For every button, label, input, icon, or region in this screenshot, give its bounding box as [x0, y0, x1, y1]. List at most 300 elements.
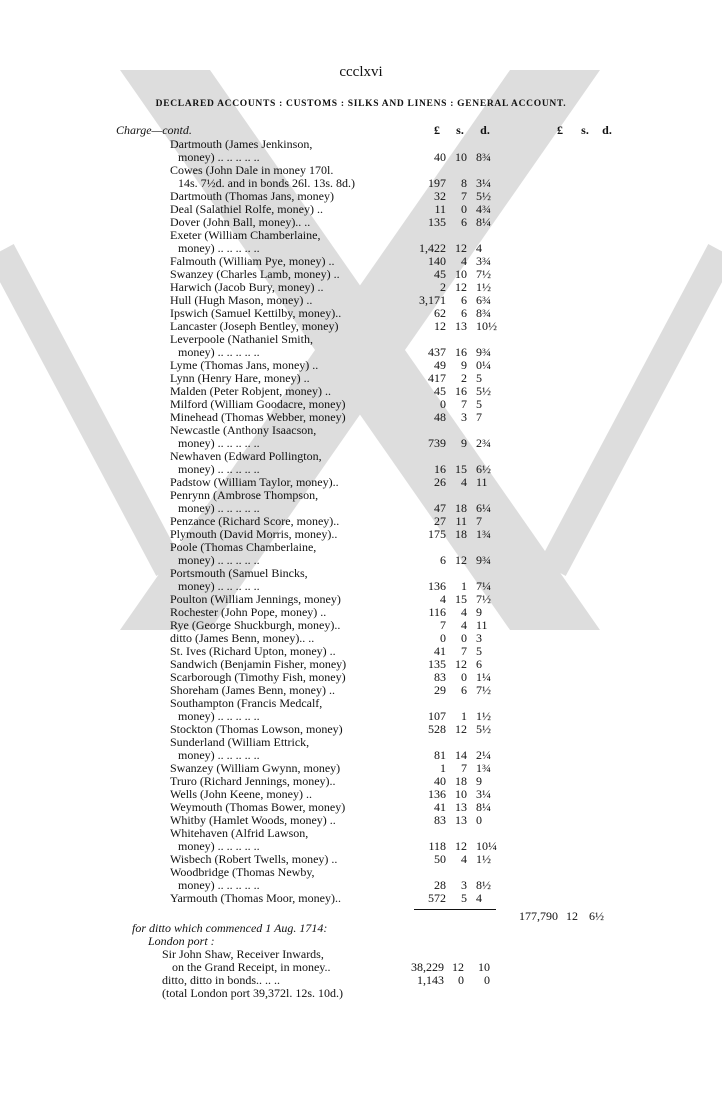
table-row	[0, 190, 722, 203]
entry-pounds: 0	[440, 631, 446, 645]
entry-shillings: 12	[455, 280, 467, 294]
entry-line	[0, 580, 722, 593]
entry-line	[0, 671, 722, 684]
entry-shillings: 13	[455, 319, 467, 333]
entry-label: Lynn (Henry Hare, money) ..	[170, 371, 310, 385]
london-shillings: 0	[458, 973, 464, 987]
table-row	[0, 268, 722, 281]
table-row	[0, 671, 722, 684]
table-row	[0, 697, 722, 723]
entry-label: Stockton (Thomas Lowson, money)	[170, 722, 343, 736]
sum-rule	[414, 909, 496, 910]
entry-line	[0, 489, 722, 502]
entry-line	[0, 307, 722, 320]
entry-label: Swanzey (William Gwynn, money)	[170, 761, 341, 775]
table-row	[0, 320, 722, 333]
table-row	[0, 294, 722, 307]
entry-label: Falmouth (William Pye, money) ..	[170, 254, 335, 268]
entry-label: Wells (John Keene, money) ..	[170, 787, 312, 801]
entry-pence: 7¼	[476, 579, 491, 593]
entry-pence: 7	[476, 410, 482, 424]
london-pounds: 38,229	[411, 960, 444, 974]
entry-line	[0, 801, 722, 814]
entry-shillings: 13	[455, 800, 467, 814]
entry-shillings: 0	[461, 202, 467, 216]
entry-shillings: 3	[461, 410, 467, 424]
entry-label: Newcastle (Anthony Isaacson,	[170, 423, 317, 437]
entry-pounds: 16	[434, 462, 446, 476]
entry-label: Swanzey (Charles Lamb, money) ..	[170, 267, 340, 281]
entry-pounds: 135	[428, 215, 446, 229]
entry-pence: 11	[476, 475, 488, 489]
pence-header: d.	[480, 123, 490, 137]
entry-label: Southampton (Francis Medcalf,	[170, 696, 323, 710]
entry-pence: 6¾	[476, 293, 491, 307]
entry-pounds: 48	[434, 410, 446, 424]
entry-pounds: 12	[434, 319, 446, 333]
entry-label: ditto (James Benn, money).. ..	[170, 631, 315, 645]
table-row	[0, 138, 722, 164]
entry-pounds: 136	[428, 579, 446, 593]
table-row	[0, 372, 722, 385]
entry-shillings: 3	[461, 878, 467, 892]
entry-shillings: 14	[455, 748, 467, 762]
entry-shillings: 10	[455, 787, 467, 801]
entry-pence: 8¼	[476, 800, 491, 814]
entry-pounds: 81	[434, 748, 446, 762]
later-section	[0, 922, 722, 1000]
entry-label-cont: money) .. .. .. .. ..	[178, 709, 260, 723]
entry-label: Exeter (William Chamberlaine,	[170, 228, 321, 242]
entry-label: Leverpoole (Nathaniel Smith,	[170, 332, 313, 346]
entry-label: Plymouth (David Morris, money)..	[170, 527, 338, 541]
entry-line	[0, 775, 722, 788]
entry-shillings: 13	[455, 813, 467, 827]
table-row	[0, 489, 722, 515]
entry-label-cont: money) .. .. .. .. ..	[178, 436, 260, 450]
entry-pounds: 197	[428, 176, 446, 190]
entry-line	[0, 203, 722, 216]
london-line-label: on the Grand Receipt, in money..	[172, 960, 331, 974]
entry-pounds: 11	[434, 202, 446, 216]
entry-shillings: 4	[461, 852, 467, 866]
entry-label: Yarmouth (Thomas Moor, money)..	[170, 891, 341, 905]
london-pence: 0	[484, 973, 490, 987]
entry-shillings: 18	[455, 501, 467, 515]
entry-line	[0, 450, 722, 463]
table-row	[0, 216, 722, 229]
table-row	[0, 632, 722, 645]
entry-label: Rochester (John Pope, money) ..	[170, 605, 327, 619]
entry-line	[0, 710, 722, 723]
entry-pounds: 28	[434, 878, 446, 892]
entry-shillings: 4	[461, 254, 467, 268]
entry-line	[0, 567, 722, 580]
entry-line	[0, 255, 722, 268]
entry-pence: 6¼	[476, 501, 491, 515]
entry-shillings: 6	[461, 306, 467, 320]
outport-total-shillings: 12	[566, 909, 578, 923]
entry-pence: 7	[476, 514, 482, 528]
entry-label: Sandwich (Benjamin Fisher, money)	[170, 657, 347, 671]
entry-pence: 4	[476, 241, 482, 255]
entry-line	[0, 476, 722, 489]
page-number: ccclxvi	[339, 64, 383, 80]
entry-label: Cowes (John Dale in money 170l.	[170, 163, 334, 177]
entry-pounds: 29	[434, 683, 446, 697]
shillings-header: s.	[456, 123, 464, 137]
entry-label: Harwich (Jacob Bury, money) ..	[170, 280, 324, 294]
entry-pence: 7½	[476, 267, 491, 281]
entry-line	[0, 359, 722, 372]
entry-pence: 0¼	[476, 358, 491, 372]
entry-pounds: 136	[428, 787, 446, 801]
entry-label: Poulton (William Jennings, money)	[170, 592, 341, 606]
entry-line	[0, 294, 722, 307]
entry-line	[0, 333, 722, 346]
entry-line	[0, 736, 722, 749]
entry-shillings: 18	[455, 774, 467, 788]
table-row	[0, 398, 722, 411]
entry-pence: 5	[476, 371, 482, 385]
total-pounds-header: £	[557, 123, 563, 137]
entry-pounds: 739	[428, 436, 446, 450]
entry-line	[0, 658, 722, 671]
entry-shillings: 11	[455, 514, 467, 528]
entry-shillings: 4	[461, 475, 467, 489]
entry-label: Whitby (Hamlet Woods, money) ..	[170, 813, 336, 827]
entry-pence: 5	[476, 397, 482, 411]
entry-shillings: 7	[461, 397, 467, 411]
entry-label: Ipswich (Samuel Kettilby, money)..	[170, 306, 342, 320]
table-row	[0, 606, 722, 619]
entry-line	[0, 853, 722, 866]
entry-pence: 5½	[476, 189, 491, 203]
entry-pounds: 175	[428, 527, 446, 541]
table-row	[0, 164, 722, 190]
entry-pence: 5½	[476, 722, 491, 736]
entry-line	[0, 385, 722, 398]
entry-label-cont: money) .. .. .. .. ..	[178, 553, 260, 567]
entry-label-cont: money) .. .. .. .. ..	[178, 241, 260, 255]
entry-line	[0, 593, 722, 606]
entry-pounds: 6	[440, 553, 446, 567]
entry-label: Shoreham (James Benn, money) ..	[170, 683, 335, 697]
entry-shillings: 7	[461, 761, 467, 775]
entry-pence: 1½	[476, 852, 491, 866]
entry-line	[0, 463, 722, 476]
london-line-label: Sir John Shaw, Receiver Inwards,	[162, 947, 324, 961]
entry-pence: 1¾	[476, 527, 491, 541]
entry-pence: 9	[476, 774, 482, 788]
entry-label-cont: money) .. .. .. .. ..	[178, 839, 260, 853]
entry-label: Weymouth (Thomas Bower, money)	[170, 800, 346, 814]
entry-line	[0, 645, 722, 658]
table-row	[0, 645, 722, 658]
total-pence-header: d.	[602, 123, 612, 137]
entry-line	[0, 866, 722, 879]
entry-pounds: 528	[428, 722, 446, 736]
entry-pence: 3¾	[476, 254, 491, 268]
entry-line	[0, 723, 722, 736]
table-row	[0, 853, 722, 866]
table-row	[0, 450, 722, 476]
table-row	[0, 775, 722, 788]
entry-shillings: 8	[461, 176, 467, 190]
table-row	[0, 411, 722, 424]
entry-shillings: 10	[455, 150, 467, 164]
entry-line	[0, 606, 722, 619]
table-row	[0, 892, 722, 905]
entry-label: Wisbech (Robert Twells, money) ..	[170, 852, 338, 866]
entries-list	[0, 138, 722, 905]
entry-pounds: 1,422	[419, 241, 446, 255]
table-row	[0, 333, 722, 359]
entry-pounds: 45	[434, 384, 446, 398]
entry-label: Milford (William Goodacre, money)	[170, 397, 346, 411]
table-row	[0, 229, 722, 255]
entry-pence: 3¼	[476, 176, 491, 190]
entry-pounds: 83	[434, 670, 446, 684]
entry-line	[0, 619, 722, 632]
table-row	[0, 684, 722, 697]
entry-shillings: 12	[455, 553, 467, 567]
entry-shillings: 16	[455, 384, 467, 398]
entry-shillings: 18	[455, 527, 467, 541]
entry-pence: 1¾	[476, 761, 491, 775]
entry-pence: 7½	[476, 683, 491, 697]
entry-line	[0, 827, 722, 840]
entry-pounds: 7	[440, 618, 446, 632]
entry-label: Lyme (Thomas Jans, money) ..	[170, 358, 319, 372]
entry-pence: 4¾	[476, 202, 491, 216]
entry-line	[0, 281, 722, 294]
outport-total-pounds: 177,790	[519, 909, 558, 923]
entry-line	[0, 346, 722, 359]
entry-line	[0, 840, 722, 853]
entry-shillings: 9	[461, 436, 467, 450]
table-row	[0, 801, 722, 814]
entry-pounds: 40	[434, 150, 446, 164]
london-line	[0, 948, 722, 961]
entry-line	[0, 424, 722, 437]
entry-pence: 2¾	[476, 436, 491, 450]
london-pence: 10	[478, 960, 490, 974]
entry-line	[0, 632, 722, 645]
entry-label: Malden (Peter Robjent, money) ..	[170, 384, 331, 398]
entry-pounds: 32	[434, 189, 446, 203]
table-row	[0, 736, 722, 762]
entry-pounds: 49	[434, 358, 446, 372]
entry-shillings: 0	[461, 631, 467, 645]
entry-line	[0, 164, 722, 177]
outport-total-pence: 6½	[589, 909, 604, 923]
later-subhead: London port :	[148, 934, 215, 948]
entry-line	[0, 190, 722, 203]
entry-shillings: 5	[461, 891, 467, 905]
entry-label-cont: money) .. .. .. .. ..	[178, 579, 260, 593]
entry-pounds: 4	[440, 592, 446, 606]
entry-label: Sunderland (William Ettrick,	[170, 735, 310, 749]
entry-pence: 9¾	[476, 553, 491, 567]
entry-label: St. Ives (Richard Upton, money) ..	[170, 644, 336, 658]
table-row	[0, 307, 722, 320]
entry-line	[0, 398, 722, 411]
entry-pounds: 47	[434, 501, 446, 515]
entry-pounds: 62	[434, 306, 446, 320]
entry-shillings: 7	[461, 644, 467, 658]
table-row	[0, 866, 722, 892]
entry-line	[0, 216, 722, 229]
entry-line	[0, 411, 722, 424]
entry-line	[0, 437, 722, 450]
london-line-label: (total London port 39,372l. 12s. 10d.)	[162, 986, 343, 1000]
entry-pounds: 27	[434, 514, 446, 528]
entry-pounds: 40	[434, 774, 446, 788]
entry-pence: 7½	[476, 592, 491, 606]
entry-line	[0, 788, 722, 801]
entry-line	[0, 177, 722, 190]
entry-label: Hull (Hugh Mason, money) ..	[170, 293, 313, 307]
entry-label: Dover (John Ball, money).. ..	[170, 215, 311, 229]
running-head: DECLARED ACCOUNTS : CUSTOMS : SILKS AND LINENS : GENERAL ACCOUNT.	[155, 99, 567, 109]
entry-label: Rye (George Shuckburgh, money)..	[170, 618, 341, 632]
entry-pence: 9¾	[476, 345, 491, 359]
entry-label-cont: money) .. .. .. .. ..	[178, 462, 260, 476]
entry-pounds: 50	[434, 852, 446, 866]
entry-pence: 5½	[476, 384, 491, 398]
entry-pence: 1½	[476, 280, 491, 294]
entry-pence: 3	[476, 631, 482, 645]
entry-label: Poole (Thomas Chamberlaine,	[170, 540, 317, 554]
entry-pounds: 45	[434, 267, 446, 281]
entry-shillings: 12	[455, 241, 467, 255]
entry-pence: 9	[476, 605, 482, 619]
table-row	[0, 619, 722, 632]
entry-shillings: 9	[461, 358, 467, 372]
entry-shillings: 1	[461, 579, 467, 593]
entry-label: Truro (Richard Jennings, money)..	[170, 774, 336, 788]
entry-line	[0, 268, 722, 281]
entry-line	[0, 372, 722, 385]
table-row	[0, 723, 722, 736]
entry-label-cont: money) .. .. .. .. ..	[178, 345, 260, 359]
entry-shillings: 15	[455, 462, 467, 476]
entry-label: Portsmouth (Samuel Bincks,	[170, 566, 308, 580]
entry-pence: 11	[476, 618, 488, 632]
entry-line	[0, 749, 722, 762]
entry-pounds: 437	[428, 345, 446, 359]
entry-label: Deal (Salathiel Rolfe, money) ..	[170, 202, 323, 216]
table-row	[0, 385, 722, 398]
entry-label-cont: money) .. .. .. .. ..	[178, 501, 260, 515]
entry-line	[0, 554, 722, 567]
table-row	[0, 788, 722, 801]
entry-pence: 3¼	[476, 787, 491, 801]
entry-pounds: 41	[434, 644, 446, 658]
entry-shillings: 1	[461, 709, 467, 723]
london-line	[0, 961, 722, 974]
table-row	[0, 762, 722, 775]
entry-shillings: 0	[461, 670, 467, 684]
entry-line	[0, 697, 722, 710]
entry-line	[0, 320, 722, 333]
entry-shillings: 6	[461, 215, 467, 229]
entry-label: Padstow (William Taylor, money)..	[170, 475, 339, 489]
entry-pence: 5	[476, 644, 482, 658]
entry-shillings: 12	[455, 839, 467, 853]
entry-line	[0, 151, 722, 164]
entry-pounds: 3,171	[419, 293, 446, 307]
entry-pence: 6	[476, 657, 482, 671]
entry-shillings: 10	[455, 267, 467, 281]
table-row	[0, 515, 722, 528]
entry-pounds: 1	[440, 761, 446, 775]
table-row	[0, 203, 722, 216]
entry-label-cont: 14s. 7½d. and in bonds 26l. 13s. 8d.)	[178, 176, 355, 190]
entry-line	[0, 229, 722, 242]
table-row	[0, 424, 722, 450]
later-intro: for ditto which commenced 1 Aug. 1714:	[132, 921, 328, 935]
table-row	[0, 814, 722, 827]
entry-line	[0, 762, 722, 775]
entry-pounds: 135	[428, 657, 446, 671]
entry-pounds: 107	[428, 709, 446, 723]
entry-label: Penzance (Richard Score, money)..	[170, 514, 340, 528]
table-row	[0, 567, 722, 593]
entry-pence: 8¾	[476, 150, 491, 164]
entry-shillings: 2	[461, 371, 467, 385]
entry-pounds: 118	[428, 839, 446, 853]
entry-pounds: 2	[440, 280, 446, 294]
entry-shillings: 12	[455, 657, 467, 671]
entry-line	[0, 528, 722, 541]
entry-pence: 8¼	[476, 215, 491, 229]
entry-line	[0, 541, 722, 554]
table-row	[0, 827, 722, 853]
entry-label: Lancaster (Joseph Bentley, money)	[170, 319, 339, 333]
london-shillings: 12	[452, 960, 464, 974]
entry-label: Woodbridge (Thomas Newby,	[170, 865, 315, 879]
entry-pence: 10½	[476, 319, 497, 333]
entry-line	[0, 879, 722, 892]
entry-line	[0, 892, 722, 905]
london-line	[0, 987, 722, 1000]
table-row	[0, 281, 722, 294]
entry-line	[0, 684, 722, 697]
table-row	[0, 476, 722, 489]
entry-pence: 6½	[476, 462, 491, 476]
entry-pence: 1½	[476, 709, 491, 723]
london-line-label: ditto, ditto in bonds.. .. ..	[162, 973, 281, 987]
entry-pounds: 140	[428, 254, 446, 268]
entry-pence: 8¾	[476, 306, 491, 320]
entry-label: Dartmouth (James Jenkinson,	[170, 137, 313, 151]
entry-line	[0, 242, 722, 255]
entry-pounds: 116	[428, 605, 446, 619]
entry-label: Whitehaven (Alfrid Lawson,	[170, 826, 309, 840]
entry-line	[0, 814, 722, 827]
entry-pence: 8½	[476, 878, 491, 892]
table-row	[0, 255, 722, 268]
entry-label: Newhaven (Edward Pollington,	[170, 449, 322, 463]
table-row	[0, 359, 722, 372]
entry-label: Minehead (Thomas Webber, money)	[170, 410, 346, 424]
entry-label-cont: money) .. .. .. .. ..	[178, 748, 260, 762]
entry-pounds: 26	[434, 475, 446, 489]
entry-shillings: 4	[461, 618, 467, 632]
table-row	[0, 593, 722, 606]
